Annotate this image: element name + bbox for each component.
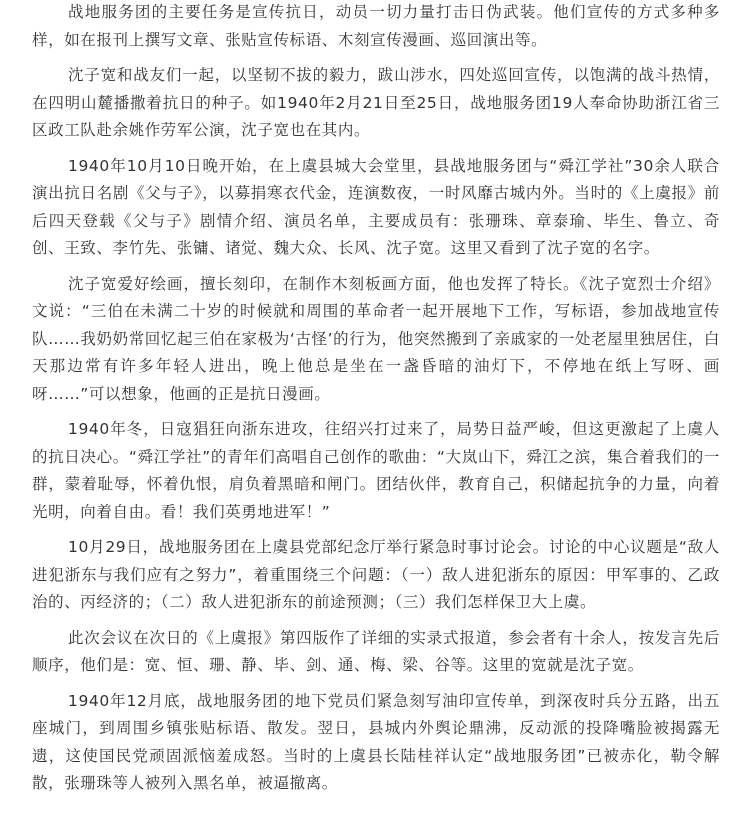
paragraph-5: 1940年冬，日寇猖狂向浙东进攻，往绍兴打过来了，局势日益严峻，但这更激起了上虞人的抗日决心。“舜江学社”的青年们高唱自己创作的歌曲：“大岚山下，舜江之滨，集合着我们的一群，蒙着耻辱，怀着仇恨，肩负着黑暗和闸门。团结伙伴，教育自己，积储起抗争的力量，向着光明，向着自由。看！我们英勇地进军！” <box>32 420 720 521</box>
paragraph-4: 沈子宽爱好绘画，擅长刻印，在制作木刻板画方面，他也发挥了特长。《沈子宽烈士介绍》文说：“三伯在未满二十岁的时候就和周围的革命者一起开展地下工作，写标语，参加战地宣传队……我奶奶常回忆起三伯在家极为‘古怪’的行为，他突然搬到了亲戚家的一处老屋里独居住，白天那边常有许多年轻人进出，晚上他总是坐在一盏昏暗的油灯下，不停地在纸上写呀、画呀……”可以想象，他画的正是抗日漫画。 <box>32 274 720 403</box>
paragraph-1: 战地服务团的主要任务是宣传抗日，动员一切力量打击日伪武装。他们宣传的方式多种多样，如在报刊上撰写文章、张贴宣传标语、木刻宣传漫画、巡回演出等。 <box>32 3 720 49</box>
paragraph-3: 1940年10月10日晚开始，在上虞县城大会堂里，县战地服务团与“舜江学社”30余人联合演出抗日名剧《父与子》，以募捐寒衣代金，连演数夜，一时风靡古城内外。当时的《上虞报》前后四天登载《父与子》剧情介绍、演员名单，主要成员有：张珊珠、章泰瑜、毕生、鲁立、奇创、王致、李竹先、张镛、诸觉、魏大众、长风、沈子宽。这里又看到了沈子宽的名字。 <box>32 156 720 257</box>
paragraph-6: 10月29日，战地服务团在上虞县党部纪念厅举行紧急时事讨论会。讨论的中心议题是“敌人进犯浙东与我们应有之努力”，着重围绕三个问题：（一）敌人进犯浙东的原因：甲军事的、乙政治的、丙经济的；（二）敌人进犯浙东的前途预测；（三）我们怎样保卫大上虞。 <box>32 538 720 611</box>
paragraph-7: 此次会议在次日的《上虞报》第四版作了详细的实录式报道，参会者有十余人，按发言先后顺序，他们是：宽、恒、珊、静、毕、剑、通、梅、梁、谷等。这里的宽就是沈子宽。 <box>32 628 720 674</box>
paragraph-8: 1940年12月底，战地服务团的地下党员们紧急刻写油印宣传单，到深夜时兵分五路，出五座城门，到周围乡镇张贴标语、散发。翌日，县城内外舆论鼎沸，反动派的投降嘴脸被揭露无遗，这使国民党顽固派恼羞成怒。当时的上虞县长陆桂祥认定“战地服务团”已被赤化，勒令解散，张珊珠等人被列入黑名单，被逼撤离。 <box>32 691 720 792</box>
paragraph-2: 沈子宽和战友们一起，以坚韧不拔的毅力，跋山涉水，四处巡回宣传，以饱满的战斗热情，在四明山麓播撒着抗日的种子。如1940年2月21日至25日，战地服务团19人奉命协助浙江省三区政工队赴余姚作劳军公演，沈子宽也在其内。 <box>32 66 720 139</box>
